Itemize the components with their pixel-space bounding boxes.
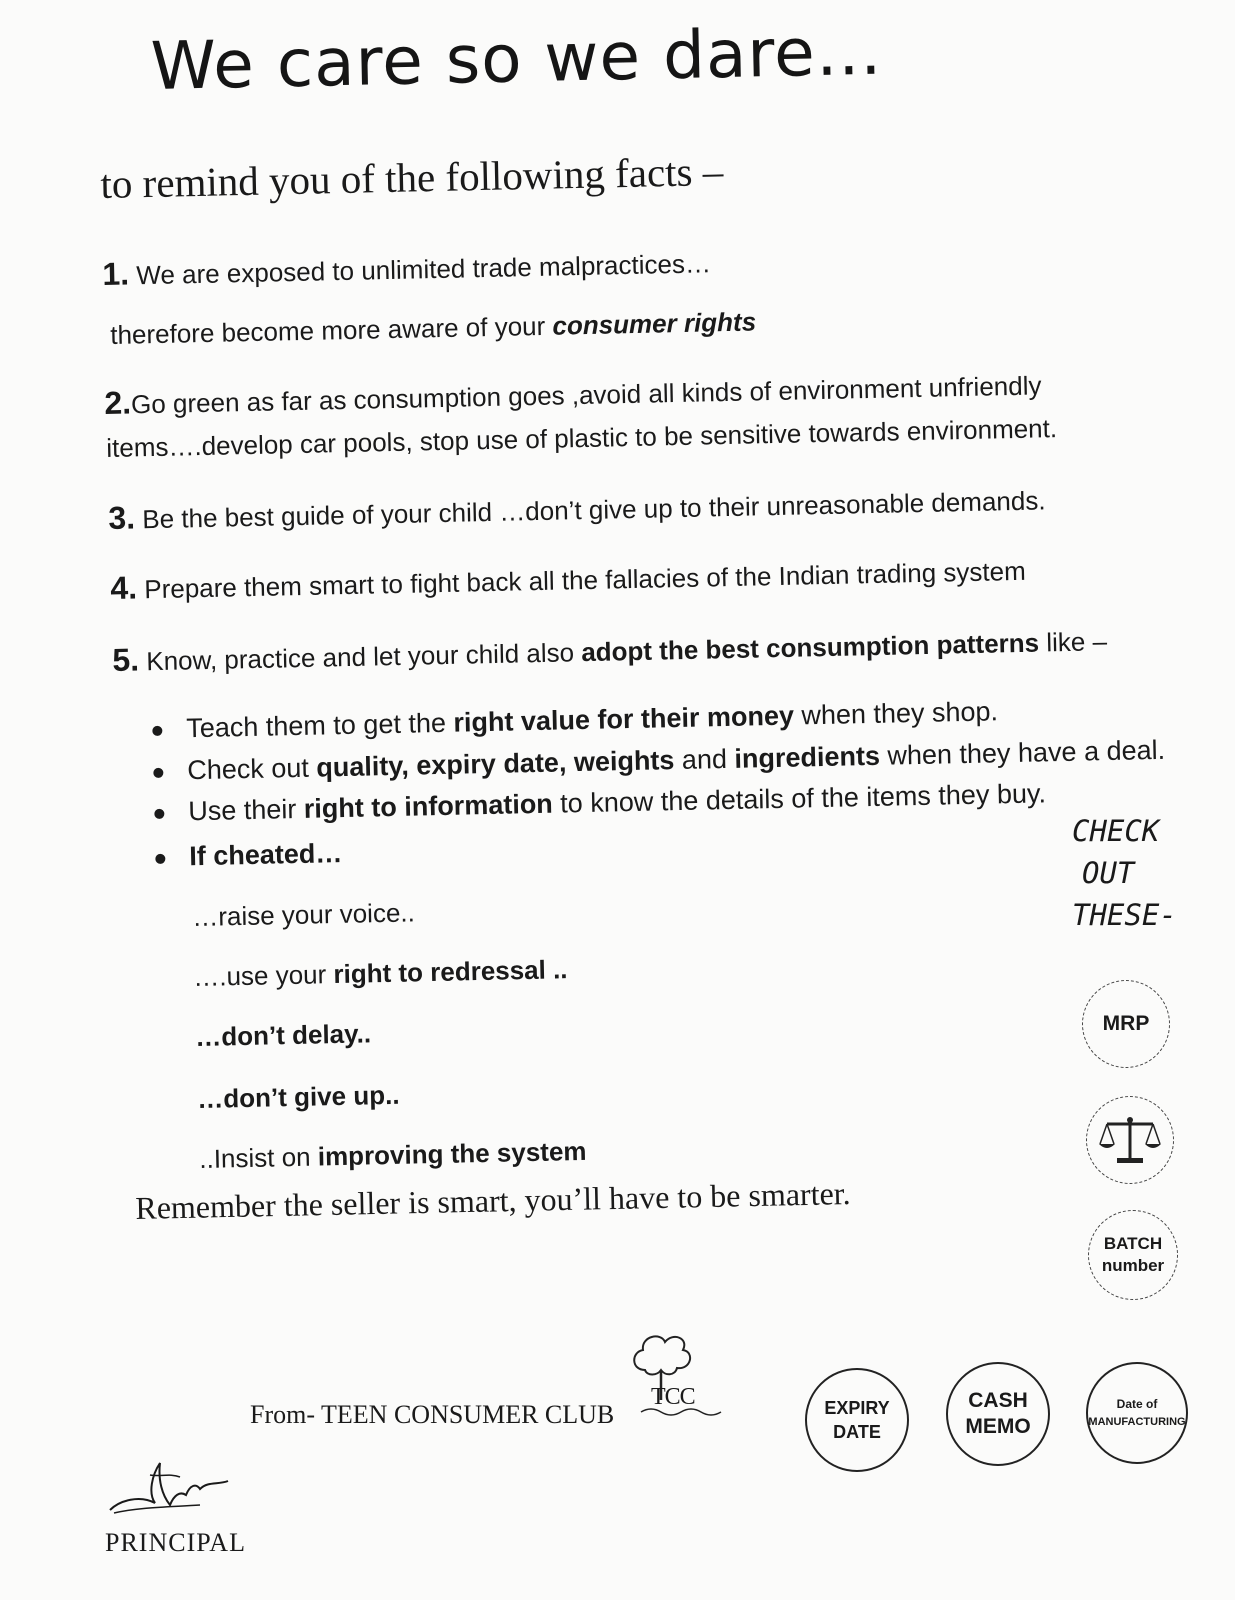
subtitle: to remind you of the following facts – bbox=[100, 147, 724, 207]
bullet-emphasis: If cheated… bbox=[188, 838, 343, 872]
badge-label: DATE bbox=[833, 1422, 881, 1442]
fact-number: 1. bbox=[102, 255, 130, 292]
cheated-step-text: ..Insist on bbox=[199, 1141, 319, 1174]
check-out-heading bbox=[1072, 810, 1177, 936]
fact-text: Go green as far as consumption goes ,avoid all kinds of environment unfriendly bbox=[130, 370, 1042, 420]
bullet-text: Use their bbox=[187, 793, 305, 827]
bullet-icon bbox=[152, 726, 162, 736]
fact-5 bbox=[112, 621, 1107, 679]
expiry-date-badge bbox=[805, 1368, 909, 1472]
cheated-step-emphasis: improving the system bbox=[317, 1135, 587, 1172]
badge-label: MEMO bbox=[965, 1415, 1031, 1438]
cheated-step bbox=[199, 1136, 587, 1175]
bullet-text: when they have a deal. bbox=[879, 734, 1166, 771]
check-out-line: OUT bbox=[1082, 856, 1135, 890]
fact-1-line-2 bbox=[110, 306, 756, 351]
bullet-text: Check out bbox=[186, 752, 317, 786]
signature-icon bbox=[100, 1455, 240, 1525]
bullet-item bbox=[154, 778, 1046, 828]
date-of-manufacturing-badge bbox=[1086, 1362, 1188, 1464]
badge-label: Date of bbox=[1116, 1397, 1158, 1411]
bullet-text: and bbox=[674, 743, 735, 776]
cheated-step: …don’t give up.. bbox=[197, 1079, 400, 1114]
check-out-line: CHECK bbox=[1072, 814, 1160, 848]
from-line: From- TEEN CONSUMER CLUB bbox=[250, 1400, 615, 1429]
page-title: We care so we dare… bbox=[150, 12, 884, 105]
bullet-emphasis: quality, expiry date, weights bbox=[316, 745, 675, 783]
fact-text: Prepare them smart to fight back all the fallacies of the Indian trading system bbox=[136, 555, 1027, 605]
bullet-item bbox=[155, 838, 343, 873]
badge-label: EXPIRY bbox=[824, 1398, 890, 1418]
mrp-badge bbox=[1082, 980, 1170, 1068]
bullet-item bbox=[152, 696, 998, 745]
signature bbox=[100, 1455, 240, 1530]
badge-label: number bbox=[1101, 1256, 1165, 1275]
consumer-rights-emphasis: consumer rights bbox=[552, 306, 757, 341]
cheated-step: …don’t delay.. bbox=[195, 1018, 372, 1052]
fact-number: 2. bbox=[104, 384, 132, 421]
badge-label: BATCH bbox=[1103, 1234, 1163, 1253]
cheated-step bbox=[193, 954, 568, 993]
bullet-emphasis: right to information bbox=[303, 788, 554, 824]
cheated-step: …raise your voice.. bbox=[192, 897, 416, 932]
bullet-emphasis: right value for their money bbox=[453, 700, 795, 738]
bullet-text: when they shop. bbox=[793, 696, 999, 731]
bullet-icon bbox=[154, 809, 164, 819]
fact-emphasis: adopt the best consumption patterns bbox=[580, 627, 1040, 668]
fact-number: 3. bbox=[108, 499, 136, 536]
bullet-text: Teach them to get the bbox=[185, 707, 454, 744]
bullet-icon bbox=[153, 768, 163, 778]
bullet-text: to know the details of the items they buy. bbox=[552, 778, 1047, 819]
batch-number-badge bbox=[1088, 1210, 1178, 1300]
badge-label: CASH bbox=[968, 1389, 1028, 1412]
cash-memo-badge bbox=[946, 1362, 1050, 1466]
fact-number: 4. bbox=[110, 569, 138, 606]
bullet-emphasis: ingredients bbox=[734, 740, 881, 774]
fact-3 bbox=[108, 480, 1046, 537]
signatory-title: PRINCIPAL bbox=[105, 1528, 246, 1557]
logo-text: TCC bbox=[651, 1384, 695, 1410]
fact-1-line-1 bbox=[102, 243, 711, 293]
weighing-scale-badge bbox=[1086, 1096, 1174, 1184]
fact-text: Be the best guide of your child …don’t give up to their unreasonable demands. bbox=[134, 485, 1046, 535]
badge-label: MRP bbox=[1102, 1012, 1150, 1035]
balance-scale-icon bbox=[1097, 1114, 1163, 1166]
club-logo bbox=[625, 1330, 725, 1427]
fact-2-line-1 bbox=[104, 365, 1042, 422]
fact-text: therefore become more aware of your bbox=[110, 310, 553, 350]
bullet-icon bbox=[155, 854, 165, 864]
cheated-step-text: ….use your bbox=[193, 959, 334, 992]
fact-text: We are exposed to unlimited trade malpractices… bbox=[136, 248, 712, 291]
check-out-line: THESE- bbox=[1072, 898, 1177, 932]
cheated-step-emphasis: right to redressal .. bbox=[333, 954, 568, 990]
fact-text: like – bbox=[1038, 626, 1108, 658]
badge-label: MANUFACTURING bbox=[1088, 1416, 1186, 1428]
fact-4 bbox=[110, 551, 1026, 607]
fact-number: 5. bbox=[112, 641, 140, 678]
fact-text: Know, practice and let your child also bbox=[138, 637, 582, 677]
fact-2-line-2: items….develop car pools, stop use of plastic to be sensitive towards environment. bbox=[106, 413, 1058, 463]
closing-remark: Remember the seller is smart, you’ll have to be smarter. bbox=[135, 1175, 851, 1226]
